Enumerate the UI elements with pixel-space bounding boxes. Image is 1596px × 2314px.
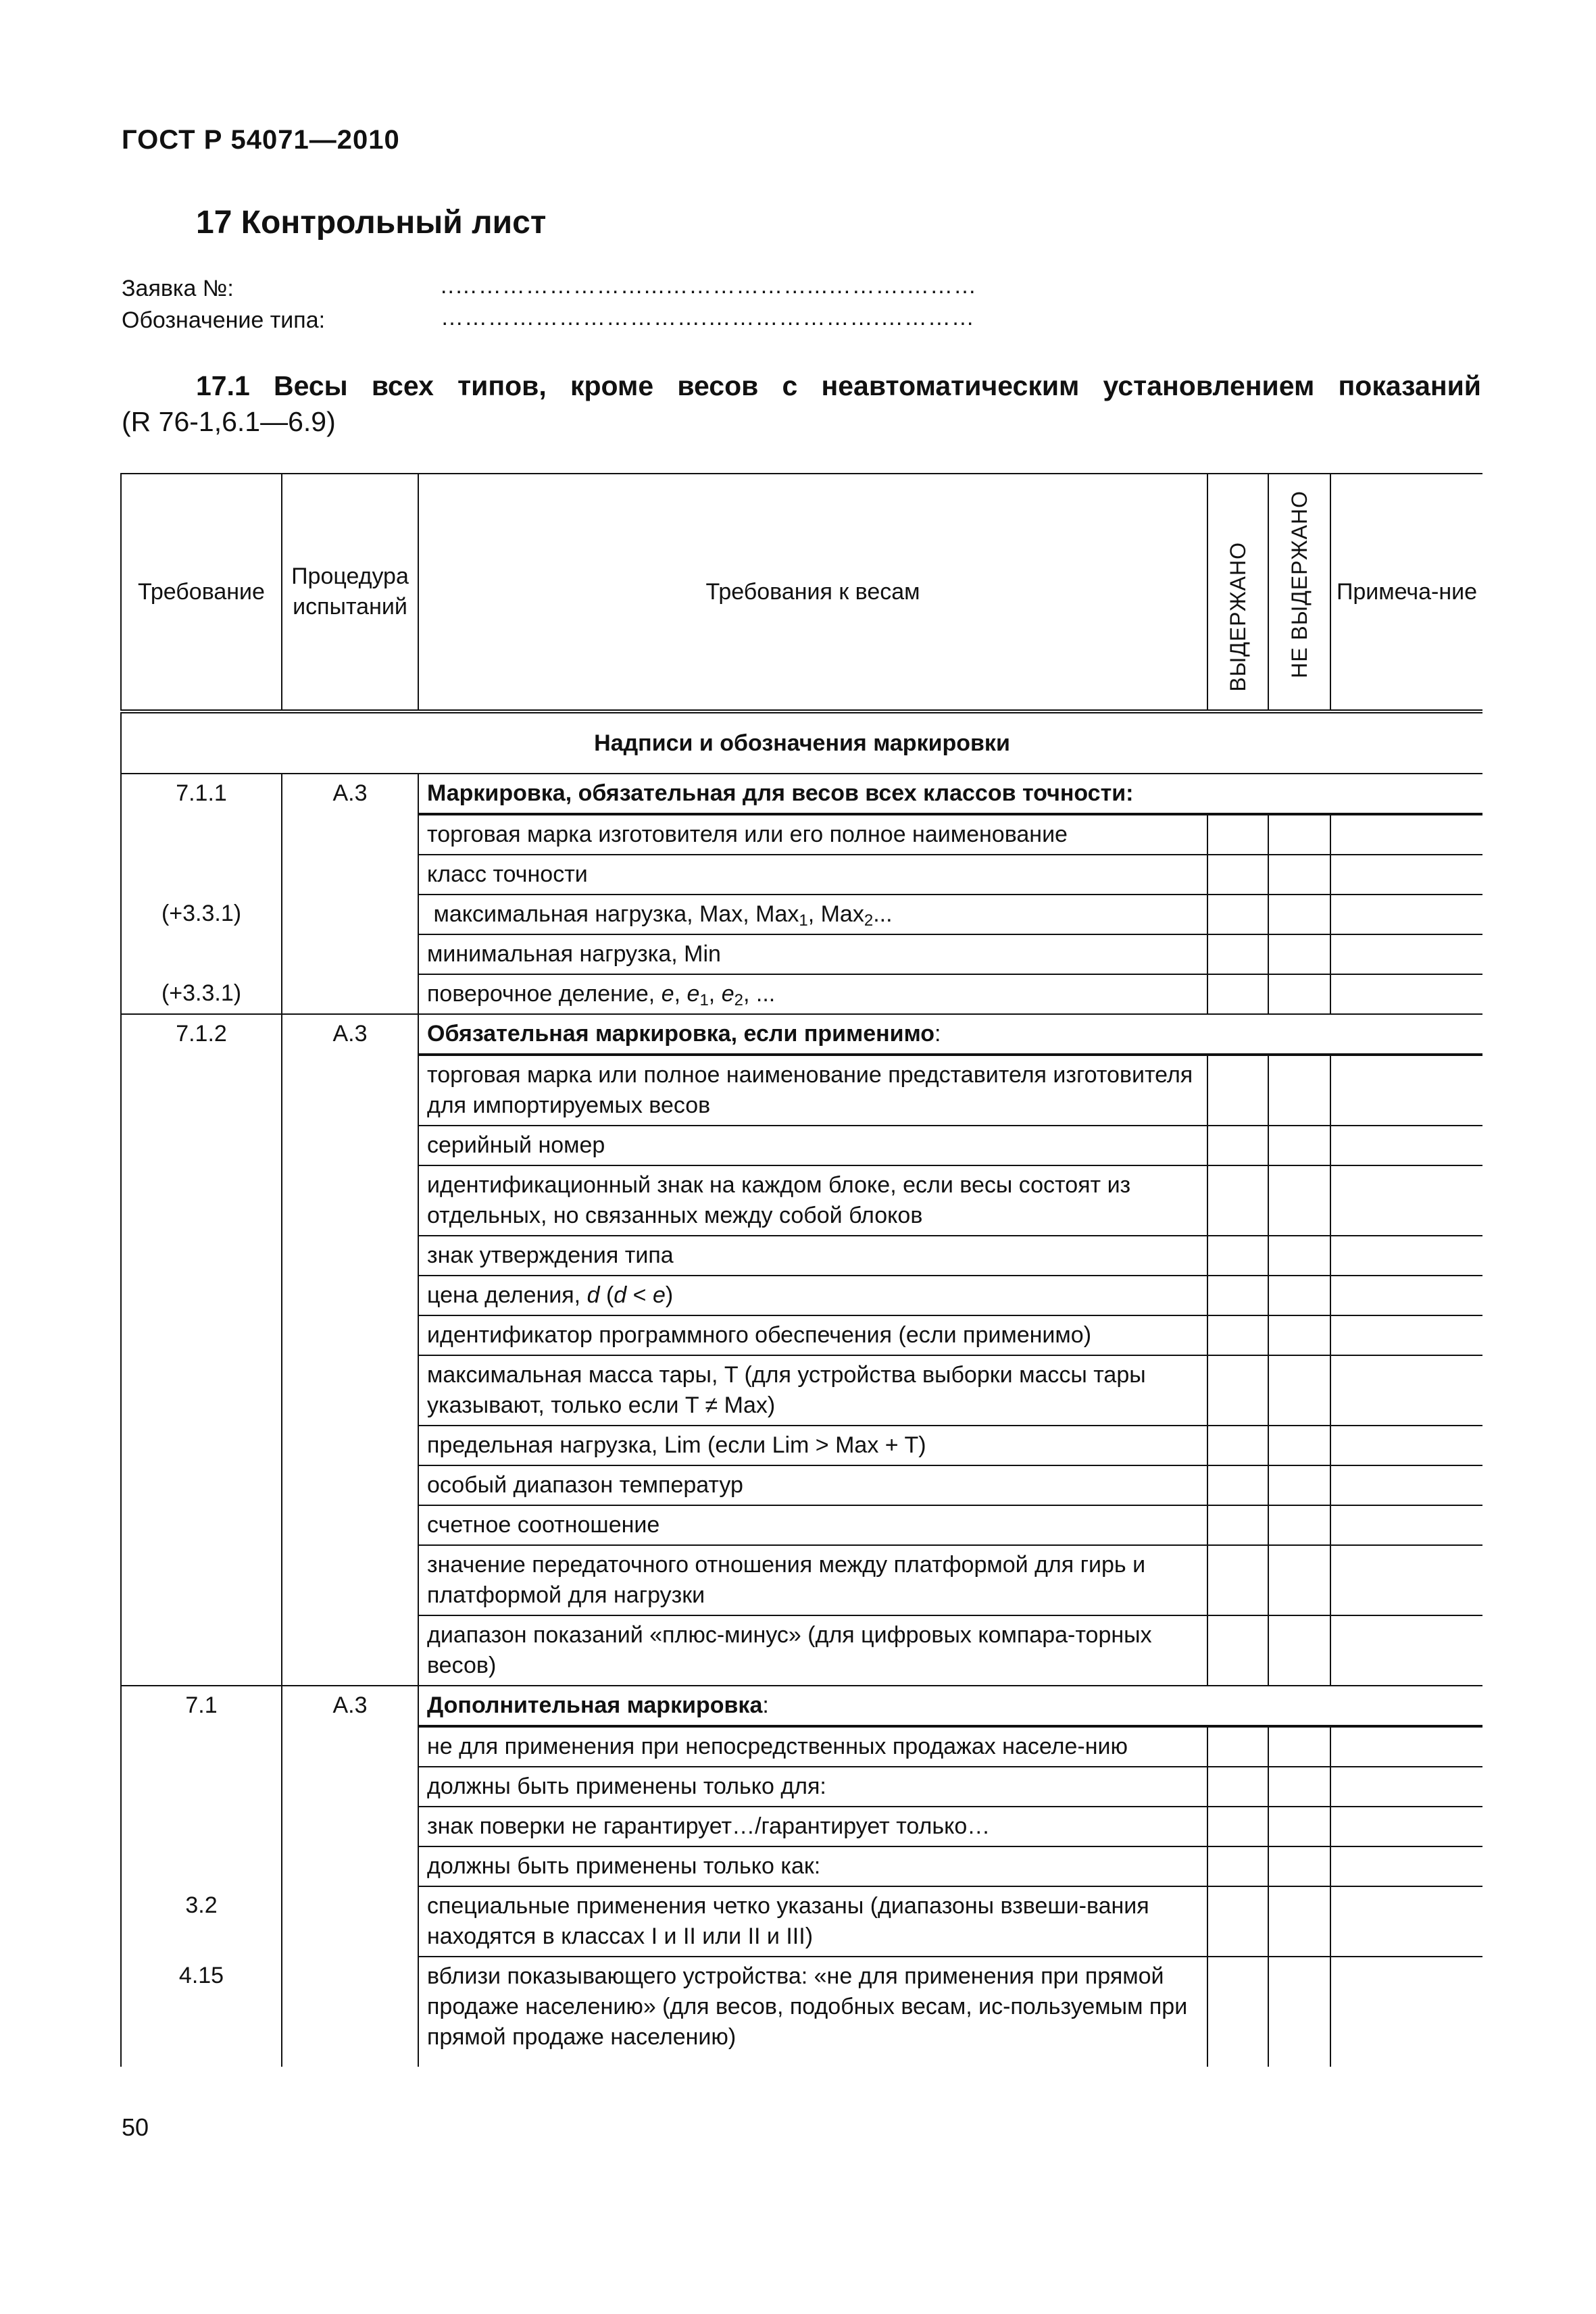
passed-cell[interactable] (1207, 1165, 1268, 1236)
requirement-text: не для применения при непосредственных продажах населе-нию (418, 1726, 1207, 1767)
req-ref (121, 1355, 282, 1426)
procedure-ref: А.3 (282, 1014, 418, 1055)
req-ref: (+3.3.1) (121, 974, 282, 1014)
requirement-text: поверочное деление, e, $e_1$, $e_2$, ... (418, 974, 1207, 1014)
table-row (121, 1236, 1482, 1276)
requirement-text: максимальная нагрузка, Max, Max$_1$, Max$_2$... (418, 895, 1207, 934)
procedure-ref (282, 934, 418, 974)
req-ref: 3.2 (121, 1886, 282, 1957)
req-ref (121, 1165, 282, 1236)
req-ref (121, 1505, 282, 1545)
requirement-text: должны быть применены только как: (418, 1846, 1207, 1886)
passed-cell[interactable] (1207, 895, 1268, 934)
req-ref (121, 1276, 282, 1315)
req-ref (121, 1807, 282, 1846)
subsection-title-line1: 17.1 Весы всех типов, кроме весов с неавтоматическим установлением показаний (196, 370, 1481, 401)
checklist-table-wrapper (120, 473, 1482, 2081)
requirement-text: идентификатор программного обеспечения (если применимо) (418, 1315, 1207, 1355)
subsection-title-line2: (R 76-1,6.1—6.9) (122, 406, 336, 437)
note-cell[interactable] (1330, 1545, 1482, 1615)
table-row (121, 1545, 1482, 1615)
note-cell[interactable] (1330, 814, 1482, 855)
passed-cell[interactable] (1207, 1236, 1268, 1276)
req-ref (121, 1545, 282, 1615)
failed-cell[interactable] (1268, 1505, 1330, 1545)
procedure-ref (282, 1315, 418, 1355)
passed-cell[interactable] (1207, 1505, 1268, 1545)
req-ref: 7.1.2 (121, 1014, 282, 1055)
passed-cell[interactable] (1207, 974, 1268, 1014)
requirement-text: специальные применения четко указаны (диапазоны взвеши-вания находятся в классах I и II или II и III) (418, 1886, 1207, 1957)
table-row (121, 1686, 1482, 1726)
procedure-ref (282, 855, 418, 895)
table-row (121, 1767, 1482, 1807)
col-header-failed-text: НЕ ВЫДЕРЖАНО (1287, 491, 1312, 678)
passed-cell[interactable] (1207, 1886, 1268, 1957)
passed-cell[interactable] (1207, 1355, 1268, 1426)
failed-cell[interactable] (1268, 1165, 1330, 1236)
req-ref (121, 1465, 282, 1505)
note-cell[interactable] (1330, 895, 1482, 934)
req-ref (121, 1846, 282, 1886)
procedure-ref (282, 1957, 418, 2067)
note-cell[interactable] (1330, 1957, 1482, 2067)
note-cell[interactable] (1330, 1465, 1482, 1505)
passed-cell[interactable] (1207, 1726, 1268, 1767)
table-row (121, 895, 1482, 934)
req-ref (121, 1767, 282, 1807)
table-row (121, 974, 1482, 1014)
failed-cell[interactable] (1268, 974, 1330, 1014)
procedure-ref (282, 814, 418, 855)
note-cell[interactable] (1330, 974, 1482, 1014)
requirement-text: должны быть применены только для: (418, 1767, 1207, 1807)
passed-cell[interactable] (1207, 1426, 1268, 1465)
col-header-note: Примеча-ние (1330, 474, 1482, 711)
note-cell[interactable] (1330, 1055, 1482, 1126)
procedure-ref (282, 1615, 418, 1686)
procedure-ref (282, 1807, 418, 1846)
requirement-text: знак поверки не гарантирует…/гарантирует только… (418, 1807, 1207, 1846)
note-cell[interactable] (1330, 1236, 1482, 1276)
requirement-text: знак утверждения типа (418, 1236, 1207, 1276)
col-header-passed (1207, 474, 1268, 711)
table-row (121, 1886, 1482, 1957)
requirement-text: цена деления, d (d < e) (418, 1276, 1207, 1315)
requirement-text: максимальная масса тары, T (для устройства выборки массы тары указывают, только если T ≠ Max) (418, 1355, 1207, 1426)
failed-cell[interactable] (1268, 1615, 1330, 1686)
note-cell[interactable] (1330, 855, 1482, 895)
note-cell[interactable] (1330, 934, 1482, 974)
table-row (121, 1014, 1482, 1055)
failed-cell[interactable] (1268, 1426, 1330, 1465)
req-ref (121, 1615, 282, 1686)
note-cell[interactable] (1330, 1315, 1482, 1355)
failed-cell[interactable] (1268, 1276, 1330, 1315)
requirement-text: значение передаточного отношения между платформой для гирь и платформой для нагрузки (418, 1545, 1207, 1615)
procedure-ref (282, 1426, 418, 1465)
passed-cell[interactable] (1207, 1276, 1268, 1315)
failed-cell[interactable] (1268, 1126, 1330, 1165)
procedure-ref (282, 895, 418, 934)
document-code: ГОСТ Р 54071—2010 (122, 125, 400, 155)
table-row (121, 774, 1482, 814)
table-row (121, 1807, 1482, 1846)
passed-cell[interactable] (1207, 1846, 1268, 1886)
procedure-ref (282, 1126, 418, 1165)
failed-cell[interactable] (1268, 1055, 1330, 1126)
req-ref (121, 1426, 282, 1465)
req-ref (121, 1315, 282, 1355)
col-header-scale-requirements: Требования к весам (418, 474, 1207, 711)
procedure-ref (282, 1886, 418, 1957)
requirement-text: идентификационный знак на каждом блоке, если весы состоят из отдельных, но связанных между собой блоков (418, 1165, 1207, 1236)
failed-cell[interactable] (1268, 1465, 1330, 1505)
table-row (121, 1615, 1482, 1686)
procedure-ref (282, 1236, 418, 1276)
passed-cell[interactable] (1207, 1545, 1268, 1615)
note-cell[interactable] (1330, 1846, 1482, 1886)
procedure-ref (282, 1355, 418, 1426)
req-ref: 7.1.1 (121, 774, 282, 814)
note-cell[interactable] (1330, 1505, 1482, 1545)
note-cell[interactable] (1330, 1886, 1482, 1957)
table-row (121, 1165, 1482, 1236)
table-row (121, 1055, 1482, 1126)
req-ref (121, 1126, 282, 1165)
table-row (121, 934, 1482, 974)
table-row (121, 1126, 1482, 1165)
requirement-text: класс точности (418, 855, 1207, 895)
passed-cell[interactable] (1207, 855, 1268, 895)
procedure-ref (282, 1055, 418, 1126)
note-cell[interactable] (1330, 1165, 1482, 1236)
requirement-text: вблизи показывающего устройства: «не для применения при прямой продаже населению» (для весов, подобных весам, ис-пользуемым при прямой продаже населению) (418, 1957, 1207, 2067)
passed-cell[interactable] (1207, 1315, 1268, 1355)
table-row (121, 855, 1482, 895)
failed-cell[interactable] (1268, 895, 1330, 934)
page-number: 50 (122, 2113, 149, 2141)
passed-cell[interactable] (1207, 814, 1268, 855)
req-ref (121, 1726, 282, 1767)
passed-cell[interactable] (1207, 1126, 1268, 1165)
req-ref (121, 855, 282, 895)
table-row (121, 1957, 1482, 2067)
col-header-procedure: Процедура испытаний (282, 474, 418, 711)
col-header-requirement: Требование (121, 474, 282, 711)
req-ref (121, 1055, 282, 1126)
procedure-ref (282, 1505, 418, 1545)
procedure-ref: А.3 (282, 774, 418, 814)
failed-cell[interactable] (1268, 814, 1330, 855)
failed-cell[interactable] (1268, 1315, 1330, 1355)
failed-cell[interactable] (1268, 1726, 1330, 1767)
passed-cell[interactable] (1207, 934, 1268, 974)
procedure-ref (282, 1846, 418, 1886)
table-row (121, 1315, 1482, 1355)
application-value: ..……………………...………………...……….……… (441, 273, 978, 299)
passed-cell[interactable] (1207, 1055, 1268, 1126)
failed-cell[interactable] (1268, 855, 1330, 895)
note-cell[interactable] (1330, 1126, 1482, 1165)
group-title: Маркировка, обязательная для весов всех классов точности: (418, 774, 1482, 814)
req-ref: (+3.3.1) (121, 895, 282, 934)
note-cell[interactable] (1330, 1276, 1482, 1315)
section-heading: Надписи и обозначения маркировки (121, 711, 1482, 774)
group-title: Обязательная маркировка, если применимо: (418, 1014, 1482, 1055)
req-ref (121, 814, 282, 855)
requirement-text: счетное соотношение (418, 1505, 1207, 1545)
table-row (121, 1726, 1482, 1767)
passed-cell[interactable] (1207, 1767, 1268, 1807)
table-row (121, 1426, 1482, 1465)
passed-cell[interactable] (1207, 1465, 1268, 1505)
group-title: Дополнительная маркировка: (418, 1686, 1482, 1726)
requirement-text: торговая марка или полное наименование представителя изготовителя для импортируемых весов (418, 1055, 1207, 1126)
procedure-ref (282, 1726, 418, 1767)
application-label: Заявка №: (122, 276, 234, 301)
section-heading-row (121, 711, 1482, 774)
req-ref: 4.15 (121, 1957, 282, 2067)
table-row (121, 1846, 1482, 1886)
requirement-text: диапазон показаний «плюс-минус» (для цифровых компара-торных весов) (418, 1615, 1207, 1686)
subsection-title (122, 368, 1481, 440)
note-cell[interactable] (1330, 1726, 1482, 1767)
req-ref: 7.1 (121, 1686, 282, 1726)
procedure-ref (282, 1545, 418, 1615)
section-title: 17 Контрольный лист (196, 205, 547, 241)
col-header-failed (1268, 474, 1330, 711)
failed-cell[interactable] (1268, 1886, 1330, 1957)
note-cell[interactable] (1330, 1615, 1482, 1686)
procedure-ref (282, 974, 418, 1014)
req-ref (121, 1236, 282, 1276)
table-row (121, 814, 1482, 855)
procedure-ref (282, 1465, 418, 1505)
req-ref (121, 934, 282, 974)
requirement-text: минимальная нагрузка, Min (418, 934, 1207, 974)
note-cell[interactable] (1330, 1426, 1482, 1465)
requirement-text: предельная нагрузка, Lim (если Lim > Max + T) (418, 1426, 1207, 1465)
note-cell[interactable] (1330, 1767, 1482, 1807)
failed-cell[interactable] (1268, 1807, 1330, 1846)
requirement-text: особый диапазон температур (418, 1465, 1207, 1505)
requirement-text: серийный номер (418, 1126, 1207, 1165)
note-cell[interactable] (1330, 1807, 1482, 1846)
table-row (121, 1505, 1482, 1545)
table-row (121, 1276, 1482, 1315)
passed-cell[interactable] (1207, 1807, 1268, 1846)
failed-cell[interactable] (1268, 1236, 1330, 1276)
procedure-ref: А.3 (282, 1686, 418, 1726)
col-header-passed-text: ВЫДЕРЖАНО (1225, 542, 1250, 692)
failed-cell[interactable] (1268, 1846, 1330, 1886)
designation-label: Обозначение типа: (122, 307, 326, 333)
procedure-ref (282, 1165, 418, 1236)
failed-cell[interactable] (1268, 1355, 1330, 1426)
note-cell[interactable] (1330, 1355, 1482, 1426)
checklist-table (120, 473, 1482, 2067)
passed-cell[interactable] (1207, 1957, 1268, 2067)
table-header-row (121, 474, 1482, 711)
passed-cell[interactable] (1207, 1615, 1268, 1686)
designation-value: …………………………….………………….………… (441, 305, 975, 330)
procedure-ref (282, 1767, 418, 1807)
failed-cell[interactable] (1268, 1545, 1330, 1615)
requirement-text: торговая марка изготовителя или его полное наименование (418, 814, 1207, 855)
table-row (121, 1465, 1482, 1505)
table-row (121, 1355, 1482, 1426)
failed-cell[interactable] (1268, 1767, 1330, 1807)
procedure-ref (282, 1276, 418, 1315)
failed-cell[interactable] (1268, 1957, 1330, 2067)
failed-cell[interactable] (1268, 934, 1330, 974)
